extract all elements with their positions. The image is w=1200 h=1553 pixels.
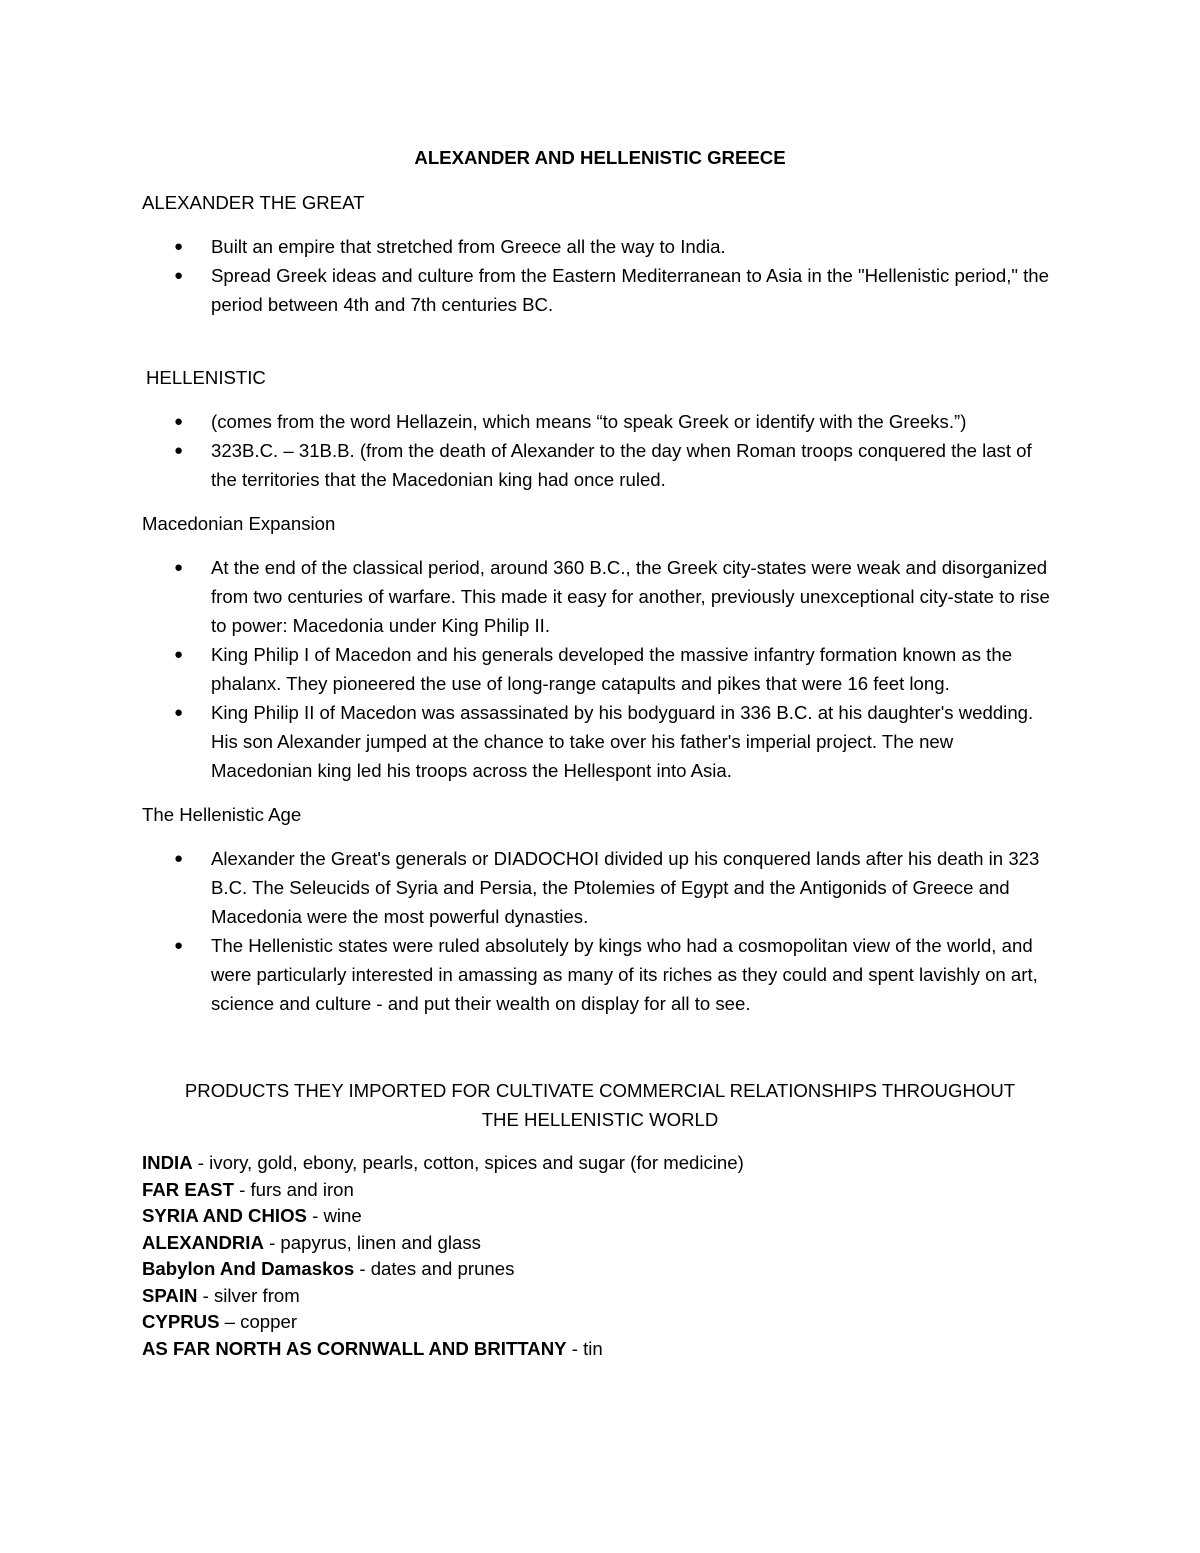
list-item [142, 1177, 1058, 1204]
product-goods: - furs and iron [233, 1178, 354, 1200]
product-origin: Babylon And Damaskos [142, 1258, 355, 1279]
list-item [142, 1336, 1058, 1363]
product-origin: FAR EAST [142, 1178, 234, 1200]
bullet-icon: ● [174, 937, 184, 954]
list-item: ● King Philip II of Macedon was assassinated by his bodyguard in 336 B.C. at his daughter's wedding. His son Alexander jumped at the chance to take over his father's imperial project. The new Macedonian king led his troops across the Hellespont into Asia. [211, 698, 1058, 785]
bullet-icon: ● [174, 704, 184, 721]
bullet-list [142, 844, 1058, 1018]
product-goods: - ivory, gold, ebony, pearls, cotton, spices and sugar (for medicine) [192, 1152, 744, 1173]
section-heading-hellenistic-age: The Hellenistic Age [142, 804, 302, 825]
bullet-list [142, 232, 1058, 319]
product-origin: AS FAR NORTH AS CORNWALL AND BRITTANY [142, 1337, 567, 1359]
list-item: ● At the end of the classical period, around 360 B.C., the Greek city-states were weak and disorganized from two centuries of warfare. This made it easy for another, previously unexceptional city-state to rise to power: Macedonia under King Philip II. [211, 553, 1058, 640]
list-item: ● King Philip I of Macedon and his generals developed the massive infantry formation known as the phalanx. They pioneered the use of long-range catapults and pikes that were 16 feet long. [211, 640, 1058, 698]
section-heading-hellenistic: HELLENISTIC [146, 367, 266, 388]
bullet-list [142, 553, 1058, 785]
bullet-icon: ● [174, 850, 184, 867]
bullet-icon: ● [174, 267, 184, 284]
products-list [142, 1150, 1058, 1362]
bullet-icon: ● [174, 413, 184, 430]
list-item: ● Built an empire that stretched from Greece all the way to India. [211, 232, 1058, 261]
product-goods: - papyrus, linen and glass [263, 1231, 481, 1253]
list-item: ● Spread Greek ideas and culture from the Eastern Mediterranean to Asia in the "Hellenistic period," the period between 4th and 7th centuries BC. [211, 261, 1058, 319]
bullet-list [142, 407, 1058, 494]
product-origin: INDIA [142, 1152, 193, 1173]
product-goods: – copper [219, 1311, 298, 1332]
list-item: ● (comes from the word Hellazein, which means “to speak Greek or identify with the Greeks.”) [211, 407, 1058, 436]
list-item [142, 1309, 1058, 1336]
product-origin: CYPRUS [142, 1311, 220, 1332]
bullet-icon: ● [174, 646, 184, 663]
product-goods: - tin [566, 1337, 603, 1359]
products-heading: PRODUCTS THEY IMPORTED FOR CULTIVATE COMMERCIAL RELATIONSHIPS THROUGHOUT THE HELLENISTIC WORLD [184, 1080, 1016, 1130]
bullet-icon: ● [174, 238, 184, 255]
list-item [142, 1256, 1058, 1283]
section-heading-macedonian-expansion: Macedonian Expansion [142, 513, 336, 534]
bullet-icon: ● [174, 559, 184, 576]
list-item: ● The Hellenistic states were ruled absolutely by kings who had a cosmopolitan view of the world, and were particularly interested in amassing as many of its riches as they could and spent lavishly on art, science and culture - and put their wealth on display for all to see. [211, 931, 1058, 1018]
list-item [142, 1150, 1058, 1177]
list-item [142, 1230, 1058, 1257]
product-goods: - silver from [197, 1284, 300, 1306]
list-item: ● 323B.C. – 31B.B. (from the death of Alexander to the day when Roman troops conquered the last of the territories that the Macedonian king had once ruled. [211, 436, 1058, 494]
list-item [142, 1203, 1058, 1230]
product-origin: ALEXANDRIA [142, 1231, 264, 1253]
product-goods: - wine [306, 1205, 362, 1226]
document-title: ALEXANDER AND HELLENISTIC GREECE [414, 147, 786, 168]
section-heading-alexander: ALEXANDER THE GREAT [142, 192, 365, 213]
bullet-icon: ● [174, 442, 184, 459]
product-origin: SYRIA AND CHIOS [142, 1205, 307, 1226]
list-item [142, 1283, 1058, 1310]
product-goods: - dates and prunes [354, 1258, 515, 1279]
product-origin: SPAIN [142, 1284, 198, 1306]
list-item: ● Alexander the Great's generals or DIADOCHOI divided up his conquered lands after his death in 323 B.C. The Seleucids of Syria and Persia, the Ptolemies of Egypt and the Antigonids of Greece and Macedonia were the most powerful dynasties. [211, 844, 1058, 931]
document-body [142, 143, 1058, 1362]
